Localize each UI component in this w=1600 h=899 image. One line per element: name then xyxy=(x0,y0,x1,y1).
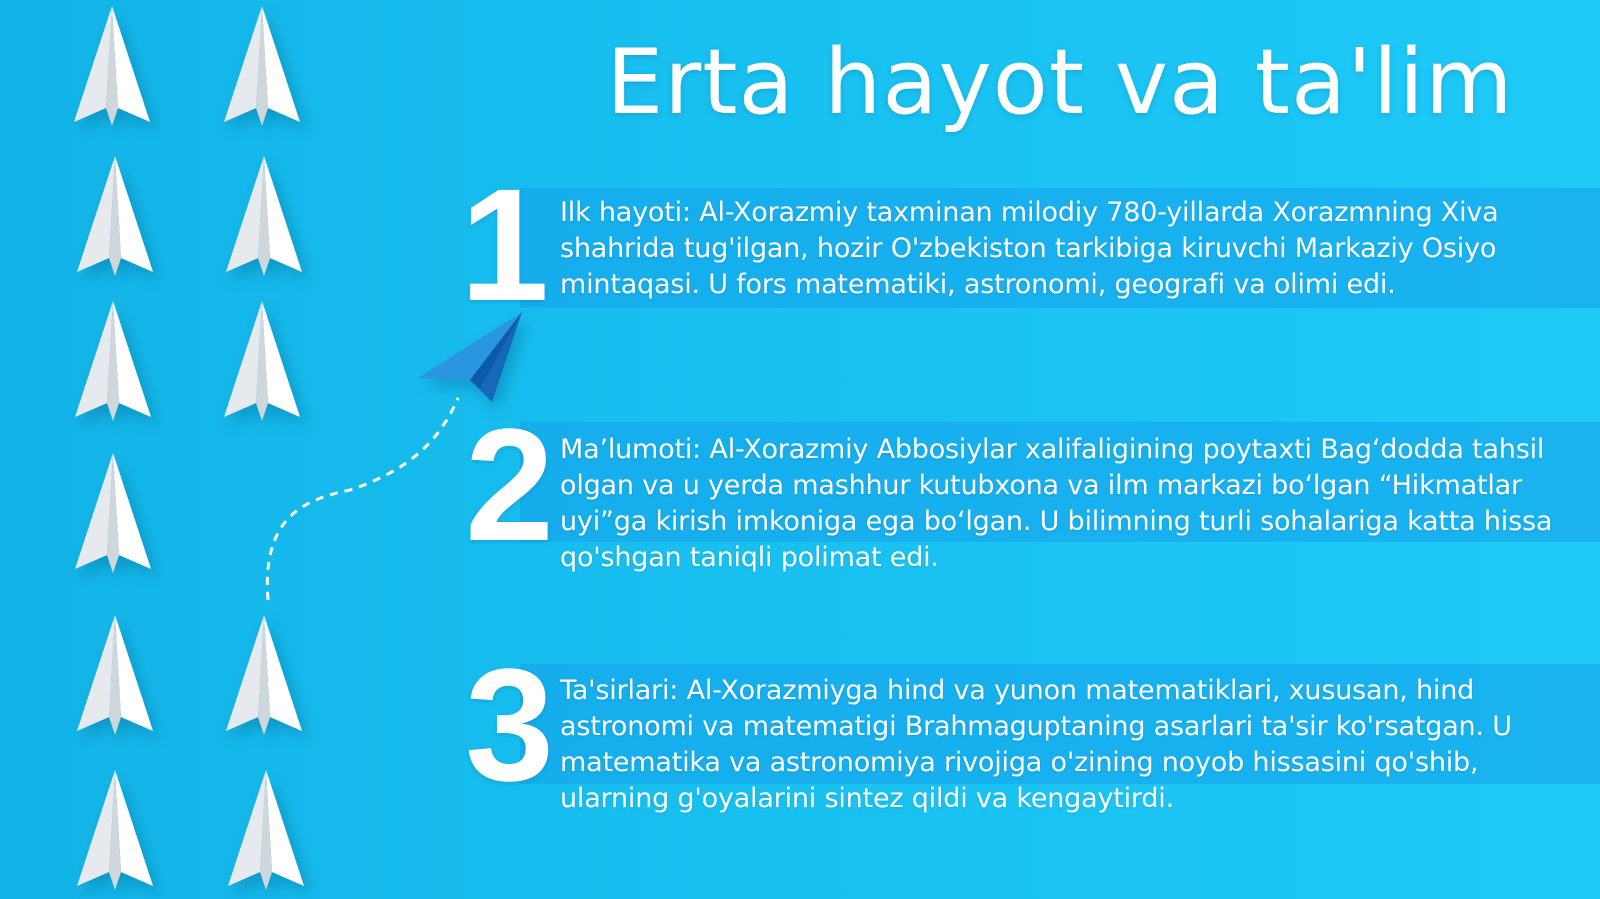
item-number: 3 xyxy=(465,635,554,814)
paper-plane-icon xyxy=(74,6,150,126)
item-text: Ma’lumoti: Al-Xorazmiy Abbosiylar xalifaligining poytaxti Bag‘dodda tahsil olgan va u yerda mashhur kutubxona va ilm markazi bo‘lgan “Hikmatlar uyi”ga kirish imkoniga ega bo‘lgan. U bilimning turli sohalariga katta hissa qo'shgan taniqli polimat edi. xyxy=(560,434,1553,573)
paper-plane-icon xyxy=(226,156,302,276)
paper-plane-icon xyxy=(75,301,151,421)
paper-plane-icon xyxy=(75,453,151,573)
paper-plane-icon xyxy=(77,770,153,890)
paper-plane-icon xyxy=(77,156,153,276)
item-number: 2 xyxy=(465,395,554,574)
paper-planes-illustration xyxy=(0,0,540,899)
paper-plane-icon xyxy=(224,6,300,126)
item-text: Ta'sirlari: Al-Xorazmiyga hind va yunon matematiklari, xususan, hind astronomi va matematigi Brahmaguptaning asarlari ta'sir ko'rsatgan. U matematika va astronomiya rivojiga o'zining noyob hissasini qo'shib, ularning g'oyalarini sintez qildi va kengaytirdi. xyxy=(560,675,1512,814)
paper-plane-icon xyxy=(228,770,304,890)
paper-plane-icon xyxy=(77,615,153,735)
slide-title: Erta hayot va ta'lim xyxy=(606,30,1514,135)
dashed-flight-path xyxy=(267,398,458,600)
paper-plane-icon xyxy=(224,301,300,421)
paper-plane-icon xyxy=(226,615,302,735)
item-number: 1 xyxy=(460,155,549,334)
item-text: Ilk hayoti: Al-Xorazmiy taxminan milodiy 780-yillarda Xorazmning Xiva shahrida tug'ilgan, hozir O'zbekiston tarkibiga kiruvchi Markaziy Osiyo mintaqasi. U fors matematiki, astronomi, geografi va olimi edi. xyxy=(560,197,1499,300)
